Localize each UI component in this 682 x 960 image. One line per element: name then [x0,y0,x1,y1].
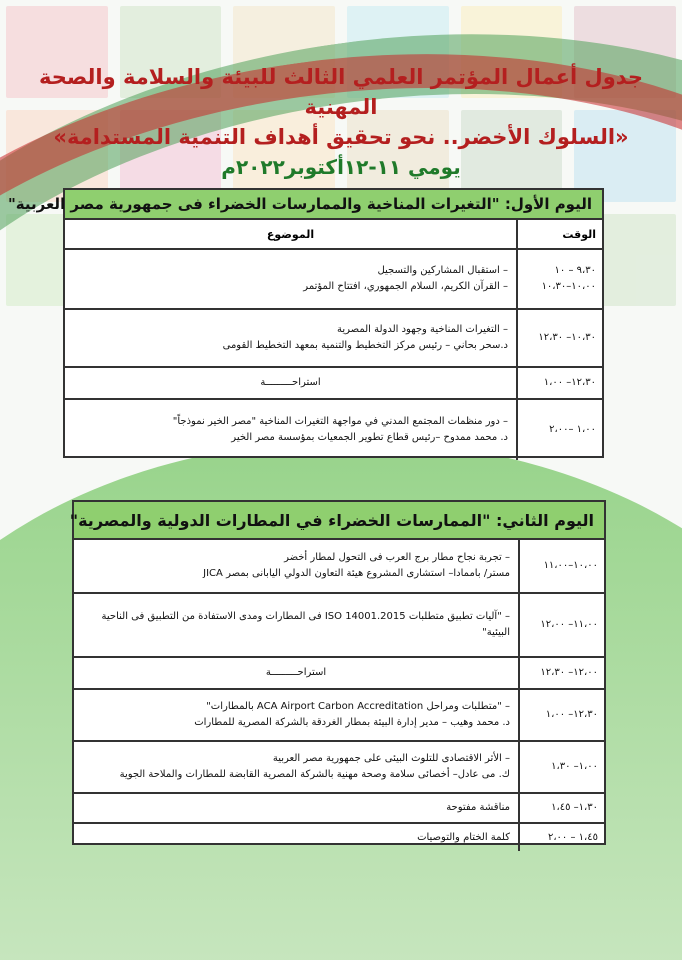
time-cell: ١،٤٥ – ٢،٠٠ [547,831,598,843]
table-row [65,250,602,310]
time-cell: ١٢،٣٠– ١،٠٠ [543,377,596,388]
topic-line: مستر/ باممادا– استشارى المشروع هيئة التعاون الدولي اليابانى بمصر JICA [203,568,510,579]
column-header-topic: الموضوع [266,227,315,241]
break-label: استراحـــــــــة [265,667,327,678]
conference-dates: يومي ١١-١٢أكتوبر٢٠٢٢م [221,155,461,179]
page-header [0,62,682,182]
table-row [74,690,604,742]
table-header-row [65,220,602,250]
topic-line: د. محمد ممدوح –رئيس قطاع تطوير الجمعيات بمؤسسة مصر الخير [231,432,508,443]
table-row [65,400,602,460]
time-cell: ٩،٣٠ – ١٠ [554,265,596,276]
topic-line: – القرآن الكريم، السلام الجمهوري، افتتاح المؤتمر [303,281,508,292]
conference-subtitle: «السلوك الأخضر.. نحو تحقيق أهداف التنمية المستدامة» [53,125,629,149]
table-row [74,594,604,658]
day2-schedule-table [69,500,606,845]
table-row [74,794,604,824]
time-cell: ١١،٠٠– ١٢،٠٠ [540,619,598,630]
topic-line: – "متطلبات ومراحل ACA Airport Carbon Accreditation بالمطارات" [206,701,510,712]
time-cell: ١٠،٣٠– ١٢،٣٠ [538,332,596,343]
day2-title: اليوم الثاني: "الممارسات الخضراء في المطارات الدولية والمصرية" [74,502,604,540]
topic-line: – دور منظمات المجتمع المدني في مواجهة التغيرات المناخية "مصر الخير نموذجاً" [172,416,508,427]
topic-line: د.سحر بحاني – رئيس مركز التخطيط والتنمية بمعهد التخطيط القومى [222,340,508,351]
break-label: استراحـــــــــة [260,377,321,388]
time-cell: ١٠،٠٠–١١،٠٠ [543,560,598,571]
time-cell: ١٠،٠٠–١٠،٣٠ [541,281,596,292]
table-row [74,658,604,690]
table-row [65,310,602,368]
topic-line: – استقبال المشاركين والتسجيل [377,265,508,276]
time-cell: ١،٠٠– ١،٣٠ [551,761,598,772]
topic-line: د. محمد وهيب – مدير إدارة البيئة بمطار الغردقة بالشركة المصرية للمطارات [194,717,510,728]
topic-line: كلمة الختام والتوصيات [417,831,510,843]
day1-schedule-table [7,188,604,458]
time-cell: ١٢،٣٠– ١،٠٠ [545,709,598,720]
column-header-time: الوقت [516,220,602,248]
day1-title: اليوم الأول: "التغيرات المناخية والممارسات الخضراء فى جمهورية مصر العربية" [65,190,602,220]
conference-title: جدول أعمال المؤتمر العلمي الثالث للبيئة والسلامة والصحة المهنية [38,65,644,119]
table-row [65,368,602,400]
time-cell: ١،٣٠– ١،٤٥ [551,802,598,813]
time-cell: ١،٠٠ –٢،٠٠ [549,424,596,435]
time-cell: ١٢،٠٠– ١٢،٣٠ [540,667,598,678]
topic-line: مناقشة مفتوحة [446,802,510,813]
table-row [74,540,604,594]
topic-line: – التغيرات المناخية وجهود الدولة المصرية [336,324,508,335]
table-row [74,824,604,851]
topic-line: – "آليات تطبيق متطلبات ISO 14001.2015 فى المطارات ومدى الاستفادة من التطبيق فى الناحية البيئية" [101,611,510,638]
topic-line: – تجربة نجاح مطار برج العرب فى التحول لمطار أخضر [284,552,510,563]
table-row [74,742,604,794]
topic-line: ك. مى عادل– أخصائى سلامة وصحة مهنية بالشركة المصرية القابضة للمطارات والملاحة الجوية [119,769,510,780]
topic-line: – الأثر الاقتصادى للتلوث البيئى على جمهورية مصر العربية [272,753,510,764]
